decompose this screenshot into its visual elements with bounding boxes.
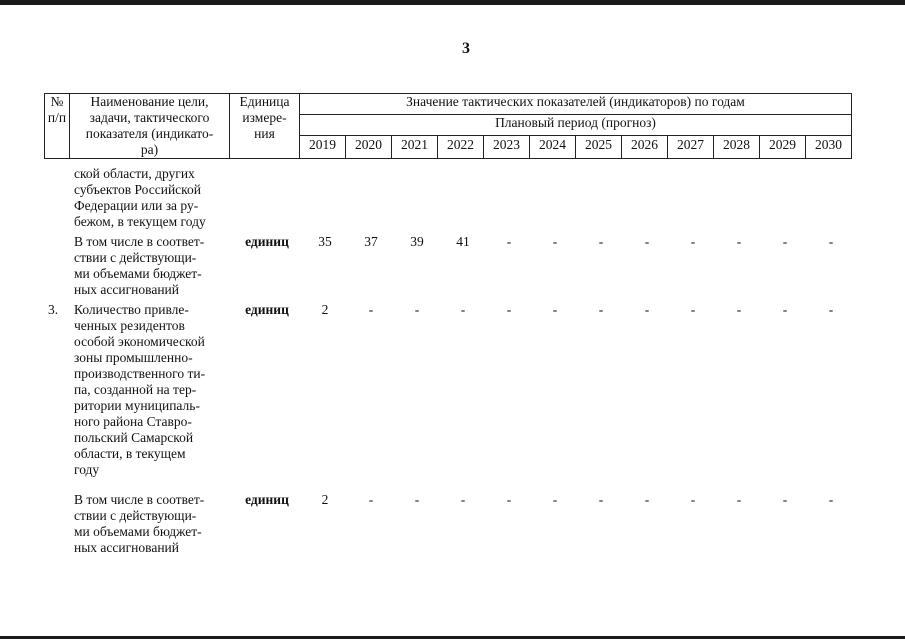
page-number: 3: [462, 40, 470, 57]
row-value: 39: [410, 234, 424, 249]
year-header: 2022: [438, 135, 484, 158]
row-unit: единиц: [245, 234, 289, 249]
row-value: 2: [321, 492, 329, 507]
header-unit-line: измере-: [242, 110, 287, 125]
header-unit-line: Единица: [239, 94, 290, 109]
desc-line: году: [74, 462, 100, 477]
table-body: [44, 160, 856, 570]
row-value: -: [506, 302, 512, 317]
top-rule: [0, 0, 905, 5]
row-value: -: [828, 492, 834, 507]
desc-line: зоны промышленно-: [74, 350, 193, 365]
year-header: 2026: [622, 135, 668, 158]
header-name-line: показателя (индикато-: [85, 126, 214, 141]
indicators-table-header: [44, 93, 852, 159]
row-description: [74, 492, 226, 556]
row-value: -: [414, 492, 420, 507]
desc-line: В том числе в соответ-: [74, 492, 205, 507]
row-value: -: [782, 492, 788, 507]
row-value: -: [644, 302, 650, 317]
row-value: -: [552, 302, 558, 317]
row-number: 3.: [48, 302, 59, 317]
row-value: 35: [318, 234, 332, 249]
row-value: -: [506, 234, 512, 249]
row-value: -: [736, 234, 742, 249]
year-header: 2023: [484, 135, 530, 158]
row-value: -: [368, 302, 374, 317]
year-header: 2029: [760, 135, 806, 158]
bottom-rule: [0, 636, 905, 639]
row-value: -: [506, 492, 512, 507]
desc-line: ми объемами бюджет-: [74, 266, 202, 281]
row-value: -: [368, 492, 374, 507]
row-value: -: [552, 234, 558, 249]
row-value: -: [598, 492, 604, 507]
desc-line: Количество привле-: [74, 302, 189, 317]
desc-line: субъектов Российской: [74, 182, 202, 197]
year-header: 2021: [392, 135, 438, 158]
row-value: -: [598, 234, 604, 249]
header-values-title: Значение тактических показателей (индикаторов) по годам: [300, 94, 852, 115]
desc-line: ствии с действующи-: [74, 508, 197, 523]
desc-line: области, в текущем: [74, 446, 186, 461]
year-header: 2025: [576, 135, 622, 158]
year-header: 2019: [300, 135, 346, 158]
row-description: [74, 166, 226, 230]
header-name-line: Наименование цели,: [90, 94, 209, 109]
row-value: -: [644, 234, 650, 249]
row-value: -: [736, 302, 742, 317]
year-header: 2030: [806, 135, 852, 158]
row-value: -: [782, 302, 788, 317]
header-plan-period: Плановый период (прогноз): [300, 114, 852, 135]
year-header: 2027: [668, 135, 714, 158]
desc-line: бежом, в текущем году: [74, 214, 206, 229]
desc-line: ми объемами бюджет-: [74, 524, 202, 539]
row-value: -: [690, 302, 696, 317]
header-unit: [230, 94, 300, 159]
row-value: -: [690, 492, 696, 507]
header-name-line: задачи, тактического: [89, 110, 210, 125]
row-value: -: [460, 492, 466, 507]
row-value: -: [828, 302, 834, 317]
row-description: [74, 234, 226, 298]
row-unit: единиц: [245, 492, 289, 507]
row-value: 2: [321, 302, 329, 317]
row-value: -: [552, 492, 558, 507]
row-value: 37: [364, 234, 378, 249]
header-name-line: ра): [140, 142, 159, 157]
row-value: -: [644, 492, 650, 507]
header-name: [70, 94, 230, 159]
desc-line: ных ассигнований: [74, 282, 179, 297]
row-value: 41: [456, 234, 470, 249]
desc-line: В том числе в соответ-: [74, 234, 205, 249]
desc-line: па, созданной на тер-: [74, 382, 197, 397]
row-value: -: [460, 302, 466, 317]
row-unit: единиц: [245, 302, 289, 317]
desc-line: производственного ти-: [74, 366, 206, 381]
desc-line: ствии с действующи-: [74, 250, 197, 265]
desc-line: ской области, других: [74, 166, 195, 181]
desc-line: ченных резидентов: [74, 318, 185, 333]
desc-line: особой экономической: [74, 334, 205, 349]
row-value: -: [782, 234, 788, 249]
row-value: -: [690, 234, 696, 249]
desc-line: польский Самарской: [74, 430, 194, 445]
year-header: 2024: [530, 135, 576, 158]
desc-line: ного района Ставро-: [74, 414, 192, 429]
desc-line: ных ассигнований: [74, 540, 179, 555]
header-unit-line: ния: [254, 126, 275, 141]
desc-line: Федерации или за ру-: [74, 198, 199, 213]
row-value: -: [598, 302, 604, 317]
year-header: 2028: [714, 135, 760, 158]
row-description: [74, 302, 226, 478]
desc-line: ритории муниципаль-: [74, 398, 200, 413]
row-value: -: [828, 234, 834, 249]
row-value: -: [736, 492, 742, 507]
row-value: -: [414, 302, 420, 317]
header-num: № п/п: [45, 94, 70, 159]
year-header: 2020: [346, 135, 392, 158]
